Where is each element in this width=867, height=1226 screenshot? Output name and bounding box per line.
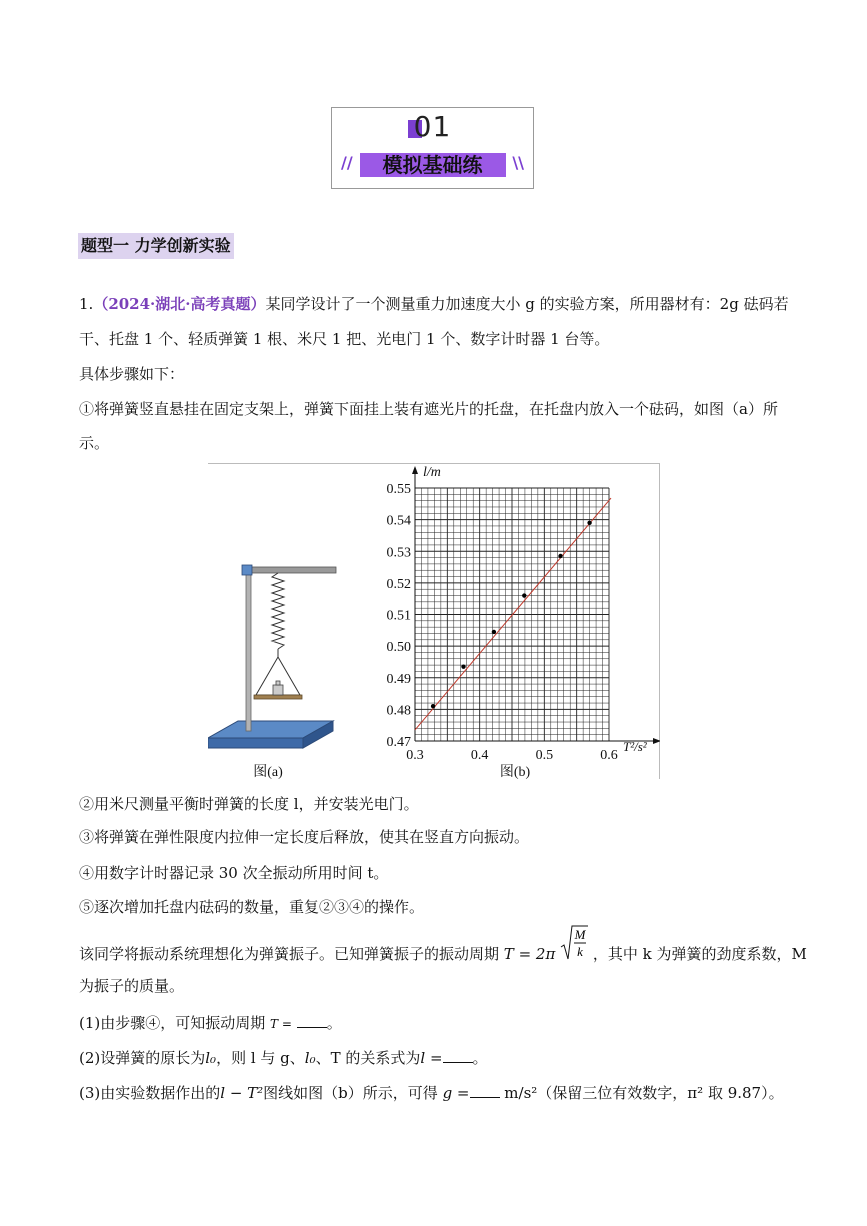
q3-answer-blank[interactable] xyxy=(470,1083,500,1098)
step-4: ④用数字计时器记录 30 次全振动所用时间 t。 xyxy=(79,864,389,882)
data-point xyxy=(558,554,562,558)
x-axis-arrow xyxy=(653,738,660,744)
y-tick-label: 0.52 xyxy=(386,576,411,592)
q2-l-symbol: l = xyxy=(420,1049,443,1067)
step-1-line-a: ①将弹簧竖直悬挂在固定支架上，弹簧下面挂上装有遮光片的托盘，在托盘内放入一个砝码，如图（a）所 xyxy=(79,400,778,418)
intro-text-a: 该同学将振动系统理想化为弹簧振子。已知弹簧振子的振动周期 xyxy=(79,945,500,963)
problem-line-3: 具体步骤如下： xyxy=(79,365,185,383)
q2-l0-b: l₀ xyxy=(304,1049,316,1067)
period-formula-lhs: T = 2π xyxy=(503,945,556,963)
section-heading: 题型一 力学创新实验 xyxy=(78,233,234,259)
figure-a-caption: 图(a) xyxy=(253,765,283,779)
q3-text-a: (3)由实验数据作出的 xyxy=(79,1084,221,1102)
figure-b-caption: 图(b) xyxy=(499,765,531,779)
tray xyxy=(254,695,302,699)
q3-function: l − T² xyxy=(220,1084,264,1102)
period-formula-denominator: k xyxy=(577,944,583,959)
weight xyxy=(273,685,283,695)
step-3: ③将弹簧在弹性限度内拉伸一定长度后释放，使其在竖直方向振动。 xyxy=(79,828,530,846)
figure xyxy=(208,463,660,779)
chart-b xyxy=(387,465,661,763)
q3-unit: m/s² xyxy=(504,1084,538,1102)
q1-answer-blank[interactable] xyxy=(297,1013,327,1028)
spring xyxy=(272,573,284,649)
q3-text-b: 图线如图（b）所示，可得 xyxy=(263,1084,438,1102)
step-5: ⑤逐次增加托盘内砝码的数量，重复②③④的操作。 xyxy=(79,898,425,916)
fit-line xyxy=(415,498,611,730)
problem-number: 1. xyxy=(79,295,94,313)
banner-number: 01 xyxy=(413,110,452,143)
q2-end: 。 xyxy=(472,1049,488,1067)
banner-slash-left: // xyxy=(341,153,353,172)
data-point xyxy=(522,593,526,597)
q2-text-d: 、T 的关系式为 xyxy=(315,1049,421,1067)
step-1-line-b: 示。 xyxy=(79,434,110,452)
q2-text-a: (2)设弹簧的原长为 xyxy=(79,1049,206,1067)
y-tick-label: 0.48 xyxy=(386,703,411,719)
y-tick-label: 0.47 xyxy=(386,735,411,750)
y-tick-label: 0.50 xyxy=(386,640,411,656)
apparatus-drawing xyxy=(208,565,336,748)
q1-text: (1)由步骤④，可知振动周期 xyxy=(79,1014,266,1032)
y-tick-label: 0.51 xyxy=(386,608,411,624)
q1-formula: T = xyxy=(270,1017,292,1031)
problem-source: （2024·湖北·高考真题） xyxy=(93,295,266,313)
section-banner xyxy=(331,107,534,189)
data-point xyxy=(587,521,591,525)
q2-answer-blank[interactable] xyxy=(443,1048,473,1063)
step-2: ②用米尺测量平衡时弹簧的长度 l，并安装光电门。 xyxy=(79,795,419,813)
y-tick-label: 0.49 xyxy=(386,671,411,687)
y-tick-label: 0.54 xyxy=(386,513,411,529)
q1-end: 。 xyxy=(326,1014,342,1032)
problem-line-1 xyxy=(79,294,789,314)
x-tick-label: 0.3 xyxy=(406,748,424,763)
banner-slash-right: \\ xyxy=(512,153,524,172)
data-point xyxy=(431,704,435,708)
banner-title: 模拟基础练 xyxy=(382,153,483,177)
data-point xyxy=(461,664,465,668)
y-axis-arrow xyxy=(412,466,418,474)
intro-line-2: 为振子的质量。 xyxy=(79,977,185,995)
data-point xyxy=(492,630,496,634)
period-formula-sqrt xyxy=(560,927,588,975)
y-axis-label: l/m xyxy=(423,465,441,480)
question-1 xyxy=(79,1013,342,1034)
question-2 xyxy=(79,1048,488,1068)
problem-line-1-text: 某同学设计了一个测量重力加速度大小 g 的实验方案，所用器材有：2g 砝码若 xyxy=(265,295,789,313)
x-tick-label: 0.5 xyxy=(535,748,554,763)
problem-line-2: 干、托盘 1 个、轻质弹簧 1 根、米尺 1 把、光电门 1 个、数字计时器 1 台等。 xyxy=(79,330,610,348)
intro-text-b: ，其中 k 为弹簧的劲度系数，M xyxy=(592,945,807,963)
intro-line xyxy=(79,927,807,975)
weight-knob xyxy=(276,681,280,685)
q3-end: （保留三位有效数字，π² 取 9.87）。 xyxy=(537,1084,784,1102)
q2-text-b: ，则 l 与 g、 xyxy=(216,1049,305,1067)
y-tick-label: 0.53 xyxy=(386,545,411,561)
apparatus-clamp xyxy=(242,565,252,575)
period-formula-numerator: M xyxy=(574,927,586,942)
x-tick-label: 0.6 xyxy=(600,748,618,763)
question-3 xyxy=(79,1083,784,1103)
y-tick-label: 0.55 xyxy=(386,482,411,497)
x-tick-label: 0.4 xyxy=(470,748,489,763)
apparatus-pole xyxy=(246,573,251,731)
apparatus-base-front xyxy=(208,738,303,748)
apparatus-arm xyxy=(244,567,336,573)
q3-g-symbol: g = xyxy=(442,1084,470,1102)
q2-l0-a: l₀ xyxy=(205,1049,217,1067)
x-axis-label: T²/s² xyxy=(623,739,647,754)
